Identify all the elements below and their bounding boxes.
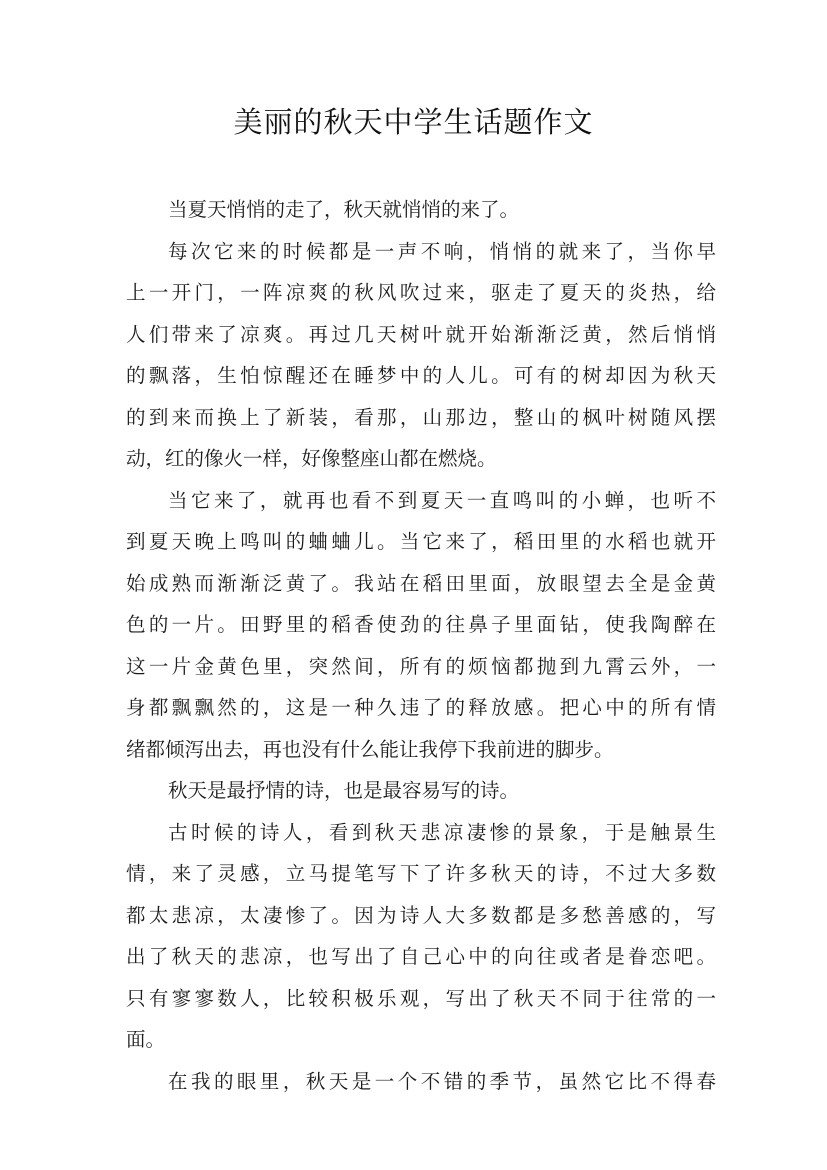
essay-line: 到夏天晚上鸣叫的蛐蛐儿。当它来了，稻田里的水稻也就开 [126, 530, 716, 553]
essay-line: 上一开门，一阵凉爽的秋风吹过来，驱走了夏天的炎热，给 [126, 281, 716, 304]
essay-line: 当它来了，就再也看不到夏天一直鸣叫的小蝉，也听不 [168, 488, 716, 512]
essay-line: 面。 [126, 1028, 166, 1051]
essay-line: 人们带来了凉爽。再过几天树叶就开始渐渐泛黄，然后悄悄 [126, 322, 716, 346]
essay-line: 在我的眼里，秋天是一个不错的季节，虽然它比不得春 [168, 1069, 716, 1093]
essay-line: 出了秋天的悲凉，也写出了自己心中的向往或者是眷恋吧。 [126, 945, 716, 968]
essay-line: 秋天是最抒情的诗，也是最容易写的诗。 [168, 779, 520, 802]
essay-line: 这一片金黄色里，突然间，所有的烦恼都抛到九霄云外，一 [126, 654, 716, 678]
essay-line: 的到来而换上了新装，看那，山那边，整山的枫叶树随风摆 [126, 405, 716, 429]
essay-body [126, 189, 716, 1102]
essay-line: 每次它来的时候都是一声不响，悄悄的就来了，当你早 [168, 239, 716, 263]
essay-line: 绪都倾泻出去，再也没有什么能让我停下我前进的脚步。 [126, 737, 614, 761]
essay-line: 的飘落，生怕惊醒还在睡梦中的人儿。可有的树却因为秋天 [126, 364, 716, 387]
essay-line: 情，来了灵感，立马提笔写下了许多秋天的诗，不过大多数 [126, 862, 716, 885]
essay-line: 始成熟而渐渐泛黄了。我站在稻田里面，放眼望去全是金黄 [126, 571, 716, 595]
essay-line: 身都飘飘然的，这是一种久违了的释放感。把心中的所有情 [126, 696, 716, 719]
essay-line: 古时候的诗人，看到秋天悲凉凄惨的景象，于是触景生 [168, 820, 716, 844]
document-title: 美丽的秋天中学生话题作文 [233, 105, 594, 139]
essay-line: 动，红的像火一样，好像整座山都在燃烧。 [126, 447, 497, 470]
essay-line: 只有寥寥数人，比较积极乐观，写出了秋天不同于往常的一 [126, 986, 716, 1010]
essay-line: 当夏天悄悄的走了，秋天就悄悄的来了。 [168, 198, 520, 221]
essay-line: 都太悲凉，太凄惨了。因为诗人大多数都是多愁善感的，写 [126, 903, 716, 927]
essay-line: 色的一片。田野里的稻香使劲的往鼻子里面钻，使我陶醉在 [126, 613, 716, 636]
